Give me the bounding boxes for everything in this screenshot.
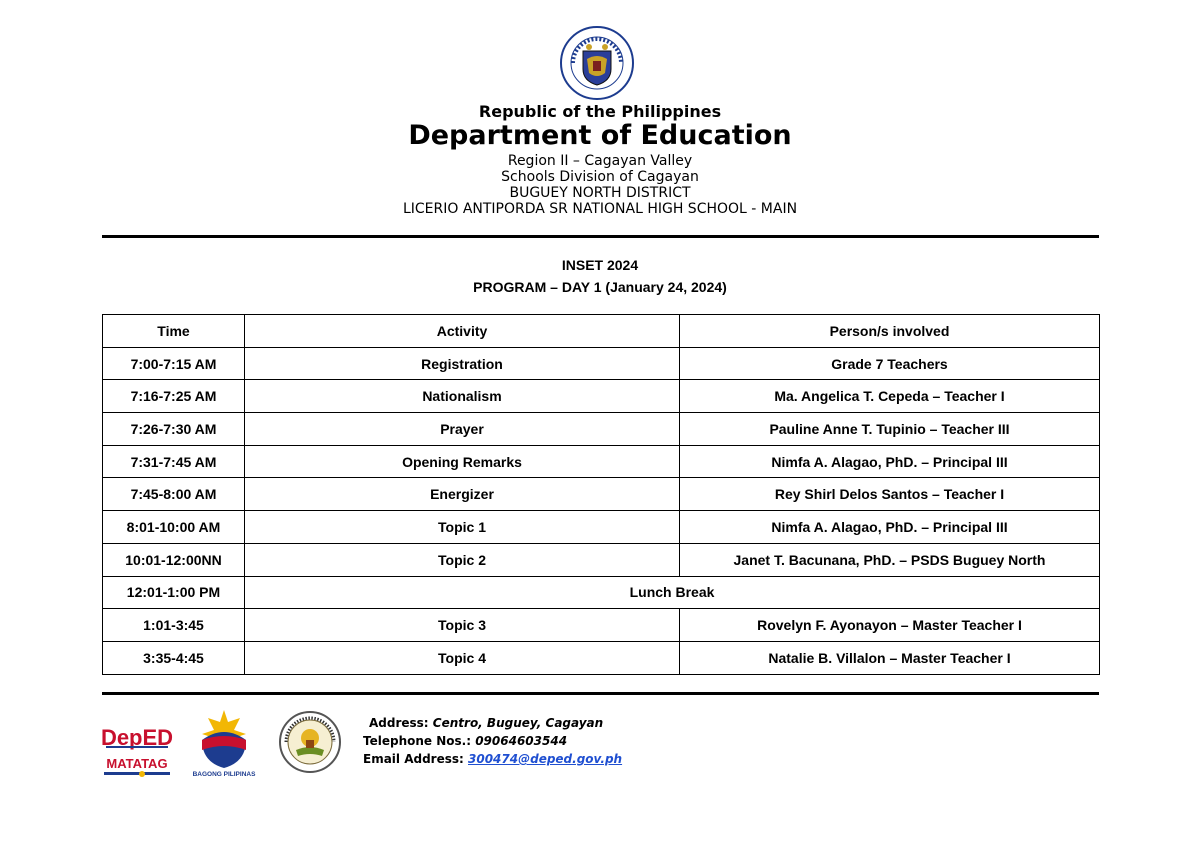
region-line: Region II – Cagayan Valley — [507, 153, 693, 169]
table-row — [103, 609, 1100, 642]
svg-text:BAGONG PILIPINAS: BAGONG PILIPINAS — [192, 771, 256, 778]
person-cell: Natalie B. Villalon – Master Teacher I — [680, 641, 1100, 674]
time-cell: 8:01-10:00 AM — [103, 511, 245, 544]
table-row — [103, 445, 1100, 478]
table-row — [103, 347, 1100, 380]
table-header-row — [103, 315, 1100, 348]
person-cell: Pauline Anne T. Tupinio – Teacher III — [680, 413, 1100, 446]
time-cell: 7:16-7:25 AM — [103, 380, 245, 413]
time-cell: 7:45-8:00 AM — [103, 478, 245, 511]
activity-cell: Topic 2 — [245, 543, 680, 576]
activity-cell: Topic 3 — [245, 609, 680, 642]
activity-cell: Nationalism — [245, 380, 680, 413]
deped-matatag-logo — [100, 710, 174, 780]
phone-value: 09064603544 — [475, 734, 568, 748]
phone-label: Telephone Nos.: — [363, 734, 472, 748]
district-line: BUGUEY NORTH DISTRICT — [509, 185, 691, 201]
program-table — [102, 314, 1100, 675]
header-time: Time — [103, 315, 245, 348]
address-label: Address: — [369, 716, 429, 730]
svg-text:DepED: DepED — [100, 725, 174, 750]
school-line: LICERIO ANTIPORDA SR NATIONAL HIGH SCHOOL - MAIN — [402, 201, 798, 217]
activity-cell: Topic 1 — [245, 511, 680, 544]
person-cell: Ma. Angelica T. Cepeda – Teacher I — [680, 380, 1100, 413]
table-row — [103, 576, 1100, 609]
email-label: Email Address: — [363, 752, 464, 766]
bagong-pilipinas-logo — [188, 706, 260, 778]
deped-seal-logo — [559, 25, 635, 101]
person-cell: Janet T. Bacunana, PhD. – PSDS Buguey North — [680, 543, 1100, 576]
time-cell: 7:00-7:15 AM — [103, 347, 245, 380]
email-link[interactable]: 300474@deped.gov.ph — [468, 752, 623, 766]
school-seal-logo — [278, 710, 342, 774]
address-line — [369, 716, 603, 730]
phone-line — [363, 734, 567, 748]
email-line — [363, 752, 622, 766]
department-heading: Department of Education — [408, 120, 792, 151]
activity-cell: Topic 4 — [245, 641, 680, 674]
address-value: Centro, Buguey, Cagayan — [432, 716, 604, 730]
person-cell: Grade 7 Teachers — [680, 347, 1100, 380]
activity-cell: Energizer — [245, 478, 680, 511]
table-row — [103, 478, 1100, 511]
program-subtitle: PROGRAM – DAY 1 (January 24, 2024) — [473, 279, 727, 295]
merged-activity-cell: Lunch Break — [245, 576, 1100, 609]
table-row — [103, 641, 1100, 674]
header-divider — [102, 235, 1099, 238]
republic-heading: Republic of the Philippines — [478, 102, 722, 121]
time-cell: 3:35-4:45 — [103, 641, 245, 674]
division-line: Schools Division of Cagayan — [501, 169, 699, 185]
table-row — [103, 413, 1100, 446]
header-activity: Activity — [245, 315, 680, 348]
person-cell: Nimfa A. Alagao, PhD. – Principal III — [680, 511, 1100, 544]
header-persons: Person/s involved — [680, 315, 1100, 348]
svg-text:MATATAG: MATATAG — [106, 756, 168, 771]
table-row — [103, 380, 1100, 413]
activity-cell: Registration — [245, 347, 680, 380]
footer-logos — [0, 702, 1200, 782]
table-row — [103, 543, 1100, 576]
footer-divider — [102, 692, 1099, 695]
time-cell: 12:01-1:00 PM — [103, 576, 245, 609]
activity-cell: Prayer — [245, 413, 680, 446]
time-cell: 1:01-3:45 — [103, 609, 245, 642]
person-cell: Nimfa A. Alagao, PhD. – Principal III — [680, 445, 1100, 478]
program-title: INSET 2024 — [561, 257, 639, 273]
table-row — [103, 511, 1100, 544]
person-cell: Rey Shirl Delos Santos – Teacher I — [680, 478, 1100, 511]
activity-cell: Opening Remarks — [245, 445, 680, 478]
time-cell: 10:01-12:00NN — [103, 543, 245, 576]
time-cell: 7:31-7:45 AM — [103, 445, 245, 478]
person-cell: Rovelyn F. Ayonayon – Master Teacher I — [680, 609, 1100, 642]
time-cell: 7:26-7:30 AM — [103, 413, 245, 446]
